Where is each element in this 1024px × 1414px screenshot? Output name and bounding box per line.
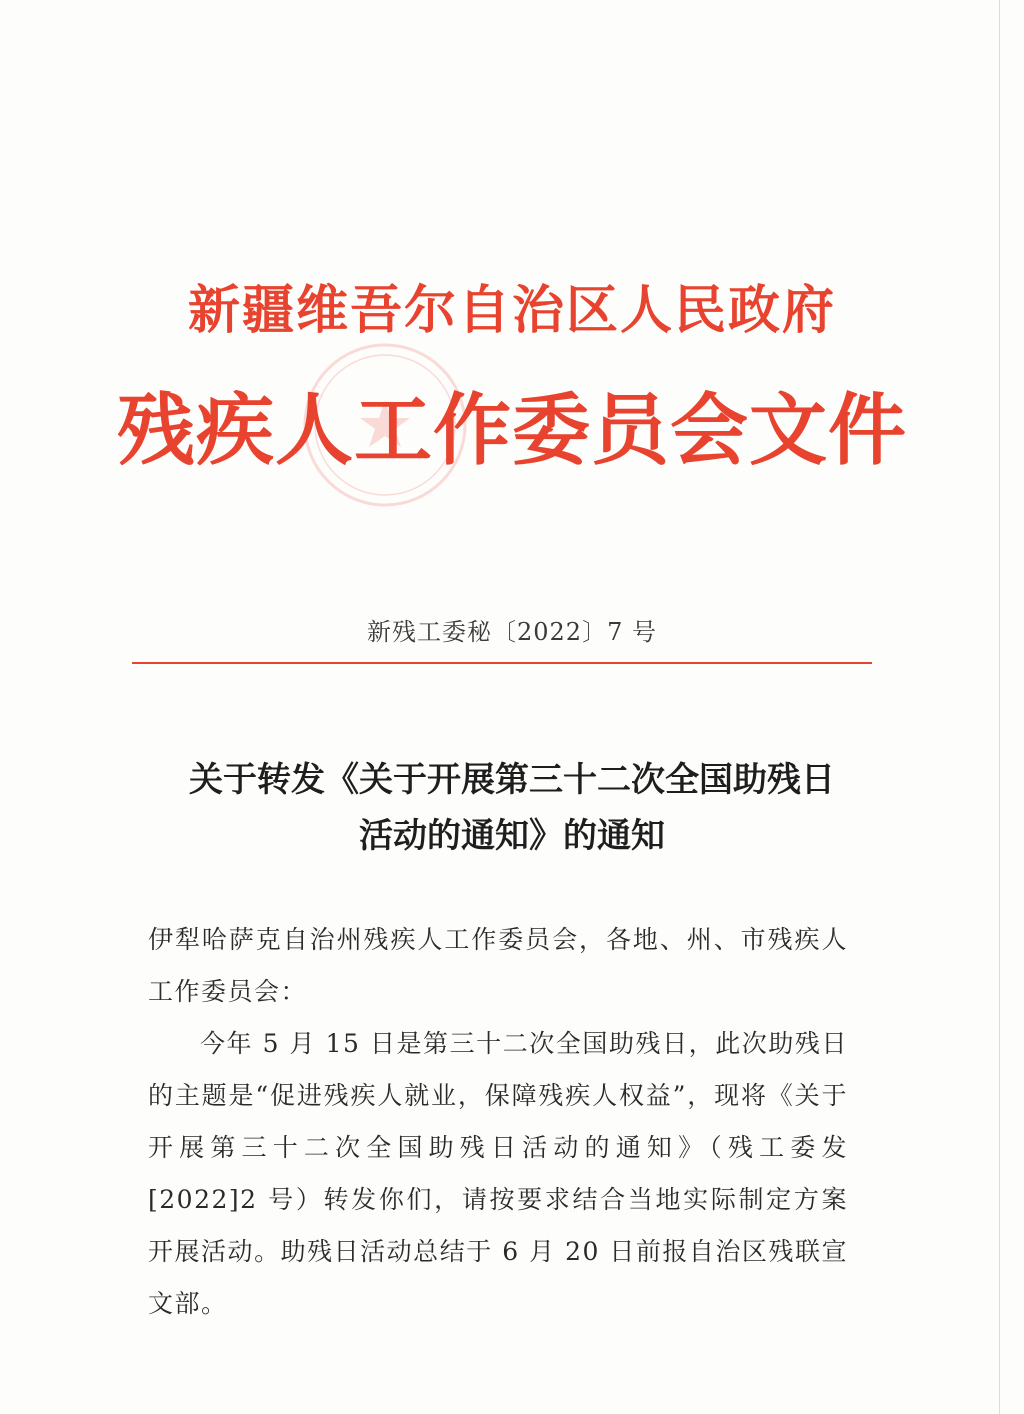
document-type-heading: 残疾人工作委员会文件 (116, 385, 907, 476)
addressee: 伊犁哈萨克自治州残疾人工作委员会，各地、州、市残疾人工作委员会： (148, 925, 848, 1006)
notice-title-line1: 关于转发《关于开展第三十二次全国助残日 (189, 760, 835, 800)
issuer-name: 新疆维吾尔自治区人民政府 (187, 280, 836, 341)
notice-title-line2: 活动的通知》的通知 (359, 816, 665, 856)
notice-body (148, 914, 848, 1330)
red-divider-line (132, 662, 872, 664)
page-edge-line (999, 0, 1000, 1414)
notice-title (0, 752, 1024, 864)
document-number: 新残工委秘〔2022〕7 号 (367, 618, 657, 646)
body-paragraph: 今年 5 月 15 日是第三十二次全国助残日，此次助残日的主题是“促进残疾人就业，保障残疾人权益”，现将《关于开展第三十二次全国助残日活动的通知》（残工委发[2022]2 号）转发你们，请按要求结合当地实际制定方案开展活动。助残日活动总结于 6 月 20 日前报自治区残联宣文部。 (148, 1029, 848, 1318)
